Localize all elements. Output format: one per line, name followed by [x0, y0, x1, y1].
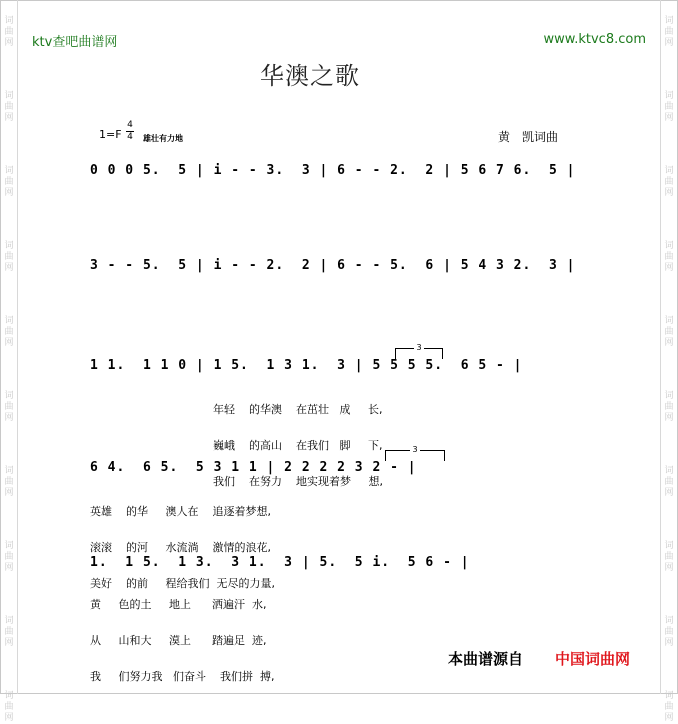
watermark-group: [664, 466, 673, 499]
watermark-char: 词: [664, 391, 674, 401]
watermark-char: 词: [4, 391, 14, 401]
watermark-group: [4, 241, 13, 274]
watermark-group: [4, 691, 13, 724]
watermark-char: 网: [4, 638, 14, 648]
watermark-char: 曲: [4, 327, 14, 337]
watermark-char: 网: [4, 263, 14, 273]
staff-line-4: 6 4. 6 5. 5 3 1 1 | 2 2 2 2 3 2 - |: [90, 460, 417, 475]
key-signature: 1=F: [99, 128, 122, 141]
watermark-char: 词: [4, 241, 14, 251]
site-url-right[interactable]: www.ktvc8.com: [543, 32, 646, 47]
watermark-group: [664, 166, 673, 199]
watermark-char: 词: [664, 91, 674, 101]
watermark-char: 词: [664, 691, 674, 701]
watermark-char: 词: [664, 541, 674, 551]
watermark-group: [664, 16, 673, 49]
time-bottom: 4: [127, 132, 133, 142]
watermark-char: 网: [664, 563, 674, 573]
watermark-char: 曲: [664, 477, 674, 487]
watermark-char: 曲: [4, 177, 14, 187]
watermark-char: 网: [4, 563, 14, 573]
watermark-char: 曲: [664, 327, 674, 337]
tempo-marking: 雄壮有力地: [143, 134, 183, 143]
watermark-char: 网: [4, 413, 14, 423]
watermark-char: 曲: [664, 627, 674, 637]
lyric-line: 我们 在努力 地实现着梦 想,: [213, 475, 383, 488]
watermark-char: 网: [4, 338, 14, 348]
watermark-group: [664, 316, 673, 349]
watermark-char: 曲: [4, 27, 14, 37]
triplet-label: 3: [416, 343, 422, 352]
watermark-char: 词: [4, 91, 14, 101]
site-name-left[interactable]: ktv查吧曲谱网: [32, 35, 118, 50]
watermark-char: 曲: [664, 702, 674, 712]
watermark-group: [4, 166, 13, 199]
watermark-char: 词: [4, 16, 14, 26]
watermark-char: 网: [4, 113, 14, 123]
watermark-group: [4, 616, 13, 649]
time-signature: [126, 121, 134, 142]
time-top: 4: [127, 120, 133, 130]
watermark-char: 曲: [4, 702, 14, 712]
watermark-group: [664, 616, 673, 649]
lyric-line: 从 山和大 漠上 踏遍足 迹,: [90, 634, 267, 647]
watermark-char: 词: [664, 316, 674, 326]
watermark-char: 词: [4, 616, 14, 626]
watermark-char: 网: [664, 713, 674, 723]
lyrics-block-5: [90, 575, 274, 695]
watermark-char: 词: [4, 541, 14, 551]
watermark-char: 曲: [4, 627, 14, 637]
source-label: 本曲谱源自: [448, 650, 524, 668]
watermark-group: [4, 541, 13, 574]
lyric-line: 美好 的前 程给我们 无尽的力量,: [90, 577, 275, 590]
watermark-char: 词: [4, 466, 14, 476]
watermark-char: 网: [4, 38, 14, 48]
watermark-group: [4, 91, 13, 124]
watermark-char: 词: [664, 616, 674, 626]
watermark-group: [664, 91, 673, 124]
watermark-char: 曲: [664, 552, 674, 562]
watermark-char: 网: [664, 263, 674, 273]
watermark-char: 网: [4, 488, 14, 498]
staff-line-1: 0 0 0 5. 5 | i - - 3. 3 | 6 - - 2. 2 | 5 6 7 6. 5 |: [90, 163, 576, 178]
song-title: 华澳之歌: [260, 62, 360, 90]
watermark-group: [4, 316, 13, 349]
watermark-char: 网: [664, 113, 674, 123]
watermark-char: 曲: [4, 402, 14, 412]
watermark-char: 词: [4, 691, 14, 701]
watermark-char: 词: [664, 466, 674, 476]
watermark-char: 词: [664, 166, 674, 176]
watermark-group: [664, 691, 673, 724]
watermark-right: [660, 0, 678, 723]
watermark-char: 网: [664, 188, 674, 198]
watermark-char: 网: [664, 338, 674, 348]
watermark-group: [664, 541, 673, 574]
watermark-char: 曲: [664, 177, 674, 187]
watermark-group: [4, 391, 13, 424]
lyric-line: 滚滚 的河 水流淌 激情的浪花,: [90, 541, 271, 554]
lyric-line: 黄 色的土 地上 洒遍汗 水,: [90, 598, 267, 611]
lyric-line: 我 们努力我 们奋斗 我们拼 搏,: [90, 670, 275, 683]
lyric-line: 英雄 的华 澳人在 追逐着梦想,: [90, 505, 271, 518]
watermark-char: 词: [4, 316, 14, 326]
watermark-char: 曲: [664, 252, 674, 262]
lyric-line: 巍峨 的高山 在我们 脚 下,: [213, 439, 383, 452]
staff-line-3: 1 1. 1 1 0 | 1 5. 1 3 1. 3 | 5 5 5 5. 6 5 - |: [90, 358, 523, 373]
watermark-char: 曲: [4, 552, 14, 562]
source-site-name[interactable]: 中国词曲网: [555, 650, 631, 668]
watermark-char: 网: [4, 713, 14, 723]
watermark-char: 词: [4, 166, 14, 176]
watermark-char: 网: [664, 638, 674, 648]
staff-line-2: 3 - - 5. 5 | i - - 2. 2 | 6 - - 5. 6 | 5 4 3 2. 3 |: [90, 258, 576, 273]
watermark-char: 曲: [664, 27, 674, 37]
triplet-label: 3: [412, 445, 418, 454]
watermark-char: 曲: [4, 477, 14, 487]
watermark-char: 曲: [4, 252, 14, 262]
watermark-char: 网: [664, 413, 674, 423]
watermark-left: [0, 0, 18, 723]
watermark-char: 曲: [664, 102, 674, 112]
watermark-char: 网: [4, 188, 14, 198]
watermark-group: [664, 241, 673, 274]
watermark-char: 词: [664, 241, 674, 251]
watermark-char: 曲: [664, 402, 674, 412]
watermark-group: [4, 16, 13, 49]
composer-credit: 黄 凯词曲: [497, 130, 558, 144]
watermark-group: [4, 466, 13, 499]
watermark-char: 网: [664, 38, 674, 48]
watermark-group: [664, 391, 673, 424]
watermark-char: 词: [664, 16, 674, 26]
watermark-char: 曲: [4, 102, 14, 112]
staff-line-5: 1. 1 5. 1 3. 3 1. 3 | 5. 5 i. 5 6 - |: [90, 555, 470, 570]
watermark-char: 网: [664, 488, 674, 498]
lyric-line: 年轻 的华澳 在茁壮 成 长,: [213, 403, 383, 416]
